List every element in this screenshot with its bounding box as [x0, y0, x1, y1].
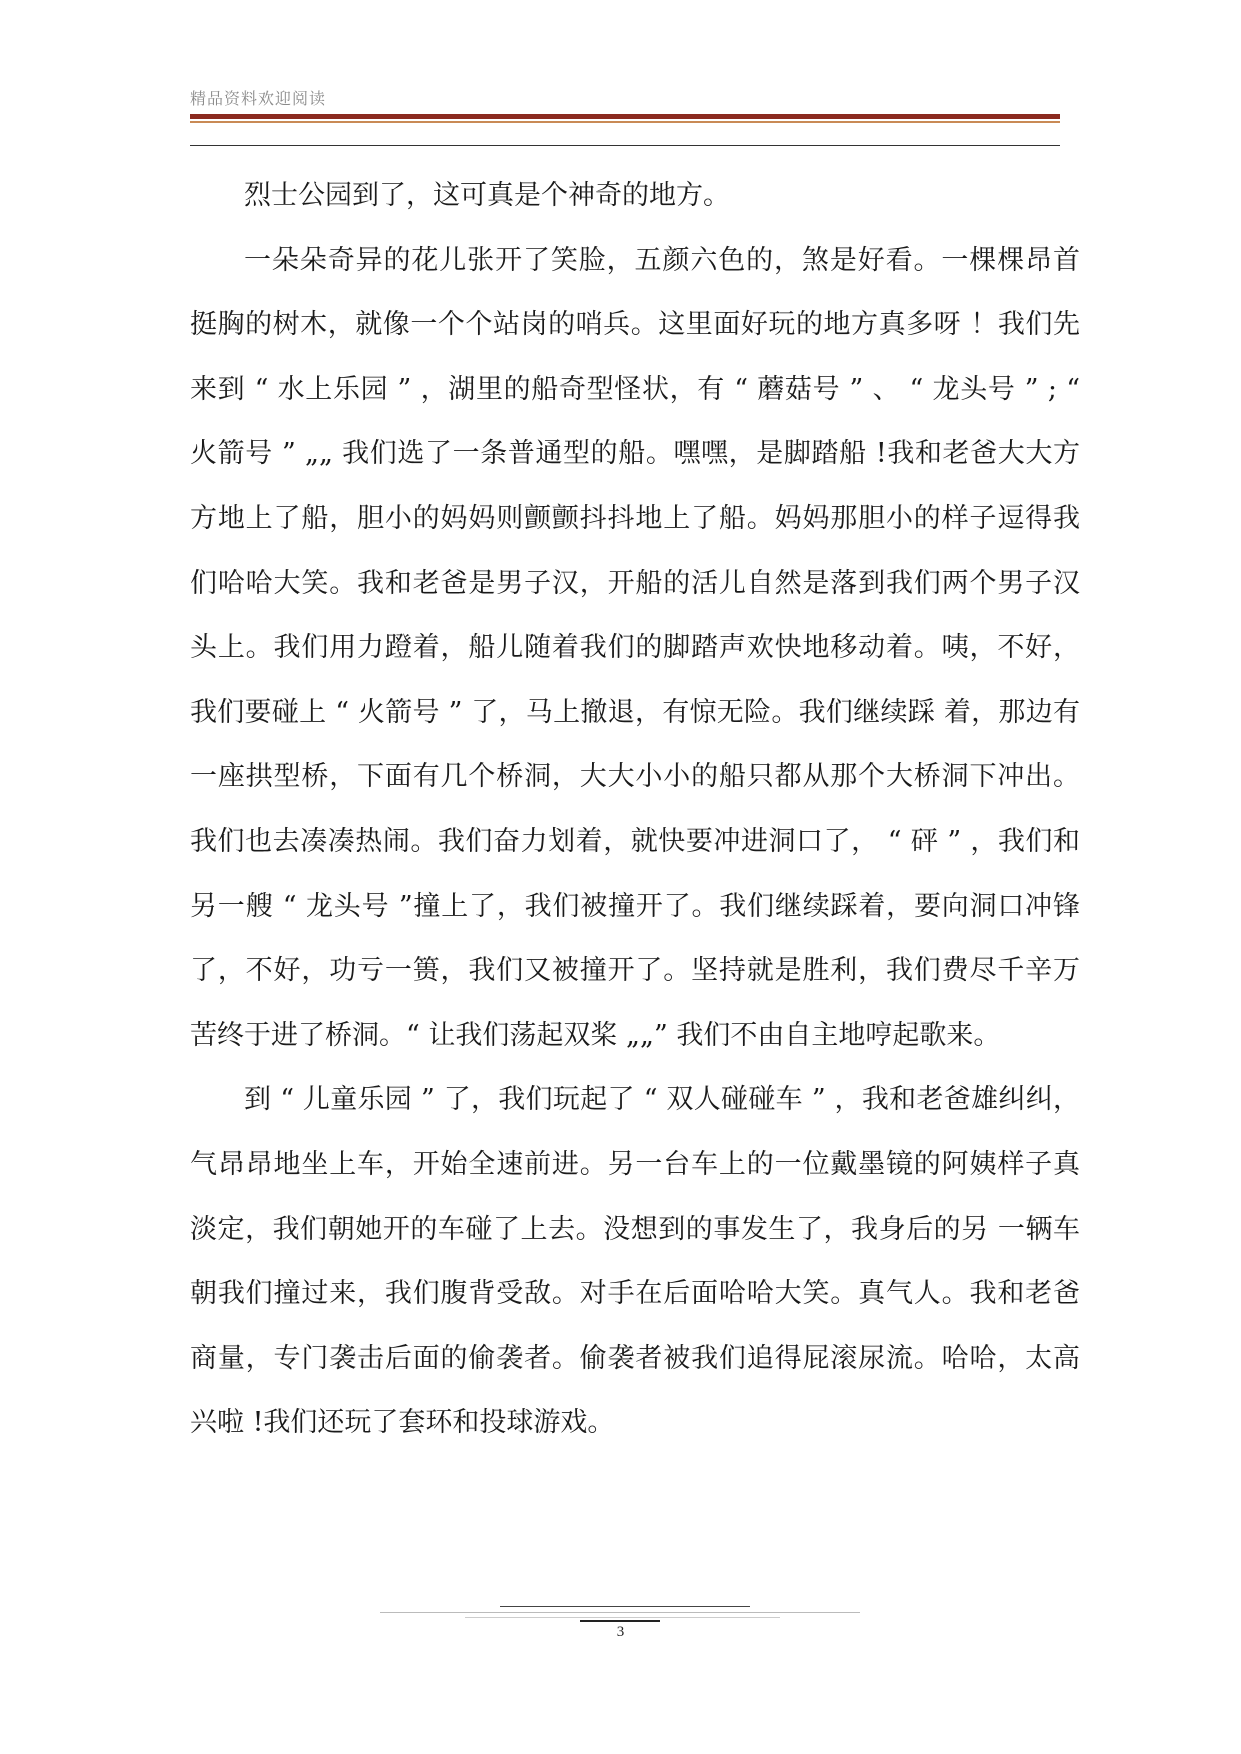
paragraph-2: 一朵朵奇异的花儿张开了笑脸，五颜六色的，煞是好看。一棵棵昂首挺胸的树木，就像一个个站岗的哨兵。这里面好玩的地方真多呀 ！我们先来到 “ 水上乐园 ” ，湖里的船奇型怪状，有 “ 蘑菇号 ” 、 “ 龙头号 ” ; “ 火箭号 ” „„ 我们选了一条普通型的船。嘿嘿，是脚踏船 !我和老爸大大方方地上了船，胆小的妈妈则颤颤抖抖地上了船。妈妈那胆小的样子逗得我们哈哈大笑。我和老爸是男子汉，开船的活儿自然是落到我们两个男子汉头上。我们用力蹬着，船儿随着我们的脚踏声欢快地移动着。咦，不好，我们要碰上 “ 火箭号 ” 了，马上撤退，有惊无险。我们继续踩 着，那边有一座拱型桥，下面有几个桥洞，大大小小的船只都从那个大桥洞下冲出。我们也去凑凑热闹。我们奋力划着，就快要冲进洞口了， “ 砰 ” ，我们和另一艘 “ 龙头号 ”撞上了，我们被撞开了。我们继续踩着，要向洞口冲锋了，不好，功亏一篑，我们又被撞开了。坚持就是胜利，我们费尽千辛万苦终于进了桥洞。“ 让我们荡起双桨 „„” 我们不由自主地哼起歌来。: [190, 244, 1080, 1051]
paragraph-3: 到 “ 儿童乐园 ” 了，我们玩起了 “ 双人碰碰车 ” ，我和老爸雄纠纠，气昂昂地坐上车，开始全速前进。另一台车上的一位戴墨镜的阿姨样子真淡定，我们朝她开的车碰了上去。没想到的事发生了，我身后的另 一辆车朝我们撞过来，我们腹背受敌。对手在后面哈哈大笑。真气人。我和老爸商量，专门袭击后面的偷袭者。偷袭者被我们追得屁滚尿流。哈哈，太高兴啦 !我们还玩了套环和投球游戏。: [190, 1084, 1080, 1439]
header-rule-thin: [190, 121, 1060, 123]
header-title: 精品资料欢迎阅读: [190, 89, 327, 108]
page-number: 3: [616, 1624, 625, 1640]
footer-rule: [500, 1606, 750, 1607]
header-rule-under: [190, 145, 1060, 146]
paragraph-1: 烈士公园到了，这可真是个神奇的地方。: [244, 180, 730, 211]
document-body: [190, 164, 1080, 1456]
footer-rule: [380, 1612, 860, 1613]
footer-rule: [580, 1620, 660, 1622]
footer-rule: [465, 1617, 780, 1618]
header-rule-thick: [190, 114, 1060, 119]
